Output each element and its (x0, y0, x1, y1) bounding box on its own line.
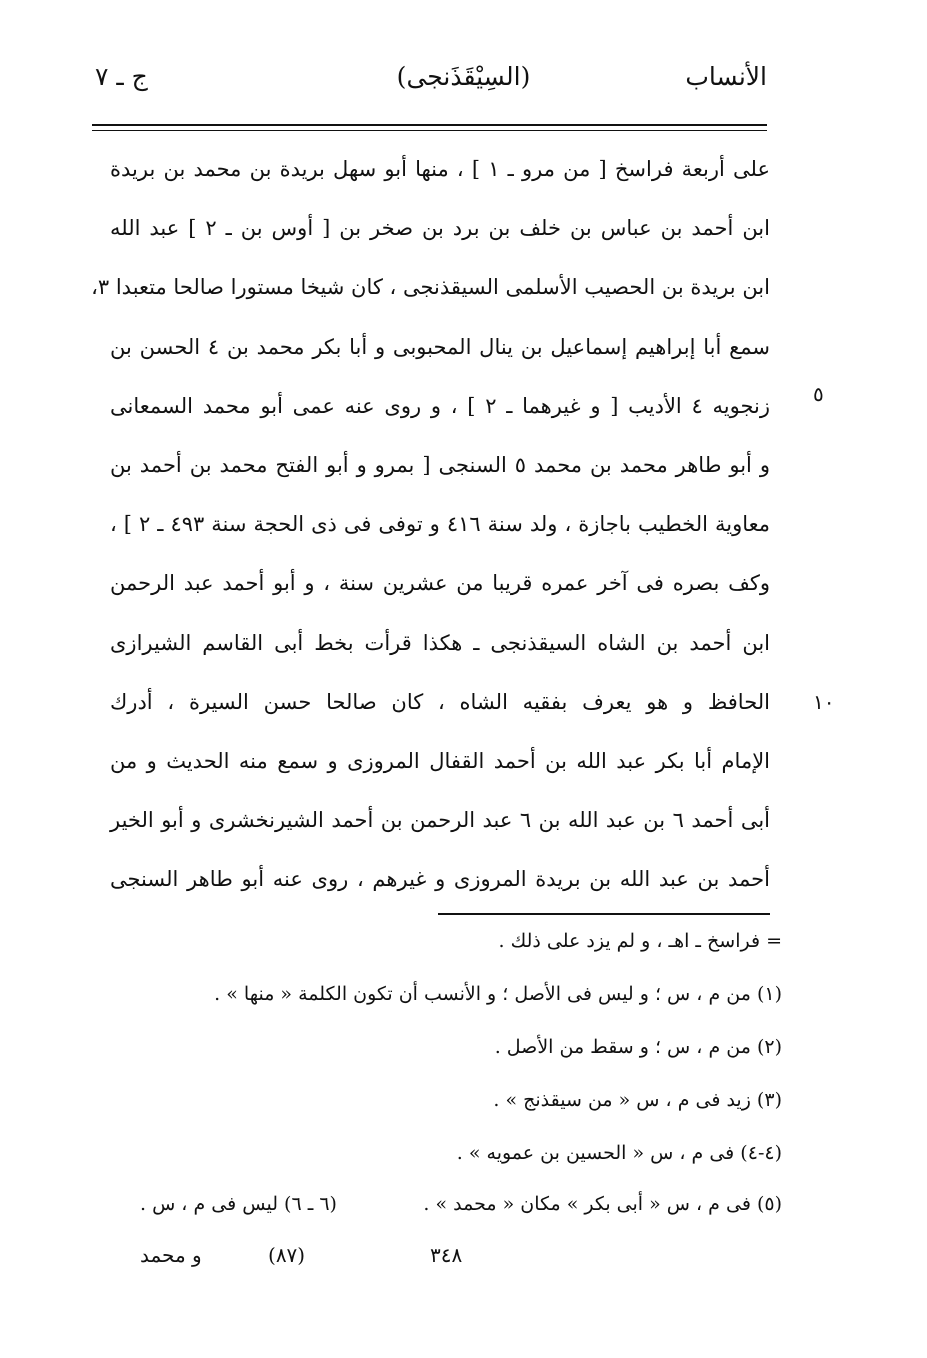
text-line: معاوية الخطيب باجازة ، ولد سنة ٤١٦ و توفى فى ذى الحجة سنة ٤٩٣ ـ ٢ ] ، (110, 512, 770, 537)
text-line: أبى أحمد ٦ بن عبد الله بن ٦ عبد الرحمن بن أحمد الشيرنخشرى و أبو الخير (110, 808, 770, 833)
text-line: زنجويه ٤ الأديب [ و غيرهما ـ ٢ ] ، و روى عنه عمى أبو محمد السمعانى (110, 393, 770, 418)
signature-mark: (٨٧) (268, 1243, 306, 1267)
text-line: ابن أحمد بن الشاه السيقذنجى ـ هكذا قرأت بخط أبى القاسم الشيرازى (110, 630, 770, 655)
line-number-5: ٥ (813, 382, 824, 406)
text-line: و أبو طاهر محمد بن محمد ٥ السنجى [ بمرو و أبو الفتح محمد بن أحمد بن (110, 452, 770, 477)
text-line: ابن بريدة بن الحصيب الأسلمى السيقذنجى ، كان شيخا مستورا صالحا متعبدا ٣، (91, 275, 770, 300)
header-rule-thick (92, 124, 767, 126)
running-header-entry-title: (السِيْقَذَنجى) (396, 62, 531, 91)
footnote-5: (٥) فى م ، س « أبى بكر » مكان « محمد » . (423, 1193, 782, 1215)
footnote-2: (٢) من م ، س ؛ و سقط من الأصل . (494, 1036, 782, 1058)
text-line: الإمام أبا بكر عبد الله بن أحمد القفال المروزى و سمع منه الحديث و من (110, 748, 770, 773)
main-text-block (91, 140, 771, 909)
footnote-6: (٦ ـ ٦) ليس فى م ، س . (140, 1193, 337, 1215)
footnote-4: (٤-٤) فى م ، س « الحسين بن عمويه » . (456, 1142, 782, 1164)
footnote-continuation: = فراسخ ـ اهـ ، و لم يزد على ذلك . (498, 930, 782, 952)
text-line: أحمد بن عبد الله بن بريدة المروزى و غيرهم ، روى عنه أبو طاهر السنجى (110, 867, 770, 892)
text-line: وكف بصره فى آخر عمره قريبا من عشرين سنة ، و أبو أحمد عبد الرحمن (110, 571, 770, 596)
running-header-volume: ج ـ ٧ (95, 62, 148, 91)
footnote-rule (438, 913, 770, 915)
footnote-3: (٣) زيد فى م ، س « من سيقذنج » . (493, 1089, 782, 1111)
line-number-10: ١٠ (813, 690, 835, 714)
text-line: ابن أحمد بن عباس بن خلف بن برد بن صخر بن [ أوس بن ـ ٢ ] عبد الله (110, 216, 770, 241)
catchword: و محمد (140, 1243, 202, 1267)
running-header-book-title: الأنساب (685, 62, 767, 91)
header-rule-thin (92, 130, 767, 131)
text-line: على أربعة فراسخ [ من مرو ـ ١ ] ، منها أبو سهل بريدة بن محمد بن بريدة (110, 157, 771, 181)
text-line: الحافظ و هو يعرف بفقيه الشاه ، كان صالحا حسن السيرة ، أدرك (110, 689, 770, 714)
text-line: سمع أبا إبراهيم إسماعيل بن ينال المحبوبى و أبا بكر محمد بن ٤ الحسن بن (110, 334, 770, 359)
footnote-1: (١) من م ، س ؛ و ليس فى الأصل ؛ و الأنسب أن تكون الكلمة « منها » . (214, 983, 782, 1005)
page-number: ٣٤٨ (430, 1243, 463, 1267)
